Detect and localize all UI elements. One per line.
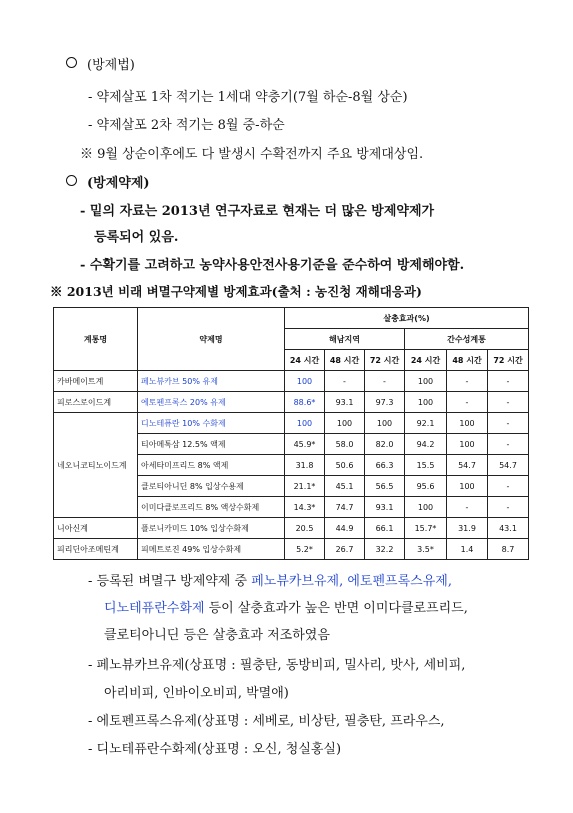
value-cell: 100 [447, 476, 488, 497]
value-cell: 97.3 [365, 392, 405, 413]
summary-line-2 [104, 597, 468, 616]
value-cell: - [325, 371, 365, 392]
summary-l1-pre: - 등록된 벼멸구 방제약제 중 [88, 574, 252, 589]
circle-bullet-icon [66, 175, 77, 186]
value-cell: - [365, 371, 405, 392]
value-cell: 45.9* [285, 434, 325, 455]
header-haenam: 해남지역 [285, 329, 405, 350]
table-row [54, 392, 529, 413]
efficacy-table [53, 307, 529, 560]
value-cell: 82.0 [365, 434, 405, 455]
group-cell: 네오니코티노이드계 [54, 413, 138, 518]
agent-cell: 아세타미프리드 8% 액제 [138, 455, 285, 476]
value-cell: - [447, 371, 488, 392]
value-cell: 66.1 [365, 518, 405, 539]
table-row [54, 413, 529, 434]
header-time: 24 시간 [285, 350, 325, 371]
value-cell: 31.8 [285, 455, 325, 476]
value-cell: 31.9 [447, 518, 488, 539]
value-cell: 32.2 [365, 539, 405, 560]
header-time: 72 시간 [488, 350, 529, 371]
methods-item-2: - 약제살포 2차 적기는 8월 중-하순 [88, 118, 285, 133]
header-agent: 약제명 [138, 308, 285, 371]
group-cell: 니아신계 [54, 518, 138, 539]
table-title: ※ 2013년 비래 벼멸구약제별 방제효과(출처 : 농진청 재해대응과) [50, 284, 422, 299]
value-cell: 100 [405, 392, 447, 413]
value-cell: 93.1 [365, 497, 405, 518]
header-gansu: 간수성계통 [405, 329, 529, 350]
table-row [54, 518, 529, 539]
summary-l2-post: 등이 살충효과가 높은 반면 이미다클로프리드, [204, 601, 468, 616]
table-row [54, 371, 529, 392]
agents-item-2: - 수확기를 고려하고 농약사용안전사용기준을 준수하여 방제해야함. [80, 258, 465, 273]
value-cell: 5.2* [285, 539, 325, 560]
agent-cell: 플로니카미드 10% 입상수화제 [138, 518, 285, 539]
value-cell: 66.3 [365, 455, 405, 476]
agent-cell: 에토펜프록스 20% 유제 [138, 392, 285, 413]
header-time: 48 시간 [325, 350, 365, 371]
summary-line-1 [88, 570, 452, 589]
agent-cell: 이미다클로프리드 8% 액상수화제 [138, 497, 285, 518]
value-cell: - [447, 392, 488, 413]
value-cell: 43.1 [488, 518, 529, 539]
agent-cell: 클로티아니딘 8% 입상수용제 [138, 476, 285, 497]
methods-heading [66, 54, 135, 73]
value-cell: 50.6 [325, 455, 365, 476]
value-cell: - [488, 413, 529, 434]
value-cell: 54.7 [447, 455, 488, 476]
value-cell: 58.0 [325, 434, 365, 455]
value-cell: 100 [325, 413, 365, 434]
summary-line-5: 아리비피, 인바이오비피, 박멸애) [104, 686, 289, 701]
group-cell: 카바메이트계 [54, 371, 138, 392]
agent-cell: 피메트로진 49% 입상수화제 [138, 539, 285, 560]
agents-heading [66, 172, 150, 191]
value-cell: 94.2 [405, 434, 447, 455]
value-cell: - [488, 497, 529, 518]
value-cell: 44.9 [325, 518, 365, 539]
agents-item-1-line-2: 등록되어 있음. [94, 230, 179, 245]
header-group: 계통명 [54, 308, 138, 371]
value-cell: 56.5 [365, 476, 405, 497]
header-effect: 살충효과(%) [285, 308, 529, 329]
value-cell: 100 [447, 434, 488, 455]
value-cell: 100 [285, 371, 325, 392]
value-cell: - [488, 434, 529, 455]
methods-heading-text: (방제법) [87, 58, 135, 73]
value-cell: 100 [285, 413, 325, 434]
value-cell: 93.1 [325, 392, 365, 413]
methods-item-1: - 약제살포 1차 적기는 1세대 약충기(7월 하순-8월 상순) [88, 90, 408, 105]
agents-heading-text: (방제약제) [87, 176, 150, 191]
value-cell: 1.4 [447, 539, 488, 560]
value-cell: 95.6 [405, 476, 447, 497]
methods-note: ※ 9월 상순이후에도 다 발생시 수확전까지 주요 방제대상임. [80, 147, 424, 162]
value-cell: 100 [365, 413, 405, 434]
value-cell: 21.1* [285, 476, 325, 497]
summary-line-6: - 에토펜프록스유제(상표명 : 세베로, 비상탄, 필충탄, 프라우스, [88, 714, 445, 729]
agent-cell: 페노뷰카브 50% 유제 [138, 371, 285, 392]
value-cell: 45.1 [325, 476, 365, 497]
group-cell: 피로스로이드계 [54, 392, 138, 413]
table-row [54, 539, 529, 560]
value-cell: - [447, 497, 488, 518]
value-cell: 100 [405, 497, 447, 518]
value-cell: 100 [405, 371, 447, 392]
summary-line-3: 클로티아니딘 등은 살충효과 저조하였음 [104, 628, 330, 643]
value-cell: 15.7* [405, 518, 447, 539]
value-cell: - [488, 392, 529, 413]
value-cell: 14.3* [285, 497, 325, 518]
header-time: 24 시간 [405, 350, 447, 371]
header-time: 48 시간 [447, 350, 488, 371]
value-cell: 88.6* [285, 392, 325, 413]
value-cell: - [488, 371, 529, 392]
group-cell: 피리딘아조메틴계 [54, 539, 138, 560]
summary-l2-highlight: 디노테퓨란수화제 [104, 601, 205, 616]
agent-cell: 디노테퓨란 10% 수화제 [138, 413, 285, 434]
summary-l1-highlight: 페노뷰카브유제, 에토펜프록스유제, [251, 574, 452, 589]
value-cell: - [488, 476, 529, 497]
value-cell: 54.7 [488, 455, 529, 476]
value-cell: 20.5 [285, 518, 325, 539]
value-cell: 100 [447, 413, 488, 434]
value-cell: 3.5* [405, 539, 447, 560]
header-time: 72 시간 [365, 350, 405, 371]
summary-line-4: - 페노뷰카브유제(상표명 : 필충탄, 동방비피, 밀사리, 밧사, 세비피, [88, 658, 466, 673]
circle-bullet-icon [66, 57, 77, 68]
value-cell: 26.7 [325, 539, 365, 560]
value-cell: 92.1 [405, 413, 447, 434]
value-cell: 8.7 [488, 539, 529, 560]
agents-item-1-line-1: - 밑의 자료는 2013년 연구자료로 현재는 더 많은 방제약제가 [80, 204, 435, 219]
summary-line-7: - 디노테퓨란수화제(상표명 : 오신, 청실홍실) [88, 742, 342, 757]
agent-cell: 티아메톡삼 12.5% 액제 [138, 434, 285, 455]
value-cell: 74.7 [325, 497, 365, 518]
value-cell: 15.5 [405, 455, 447, 476]
